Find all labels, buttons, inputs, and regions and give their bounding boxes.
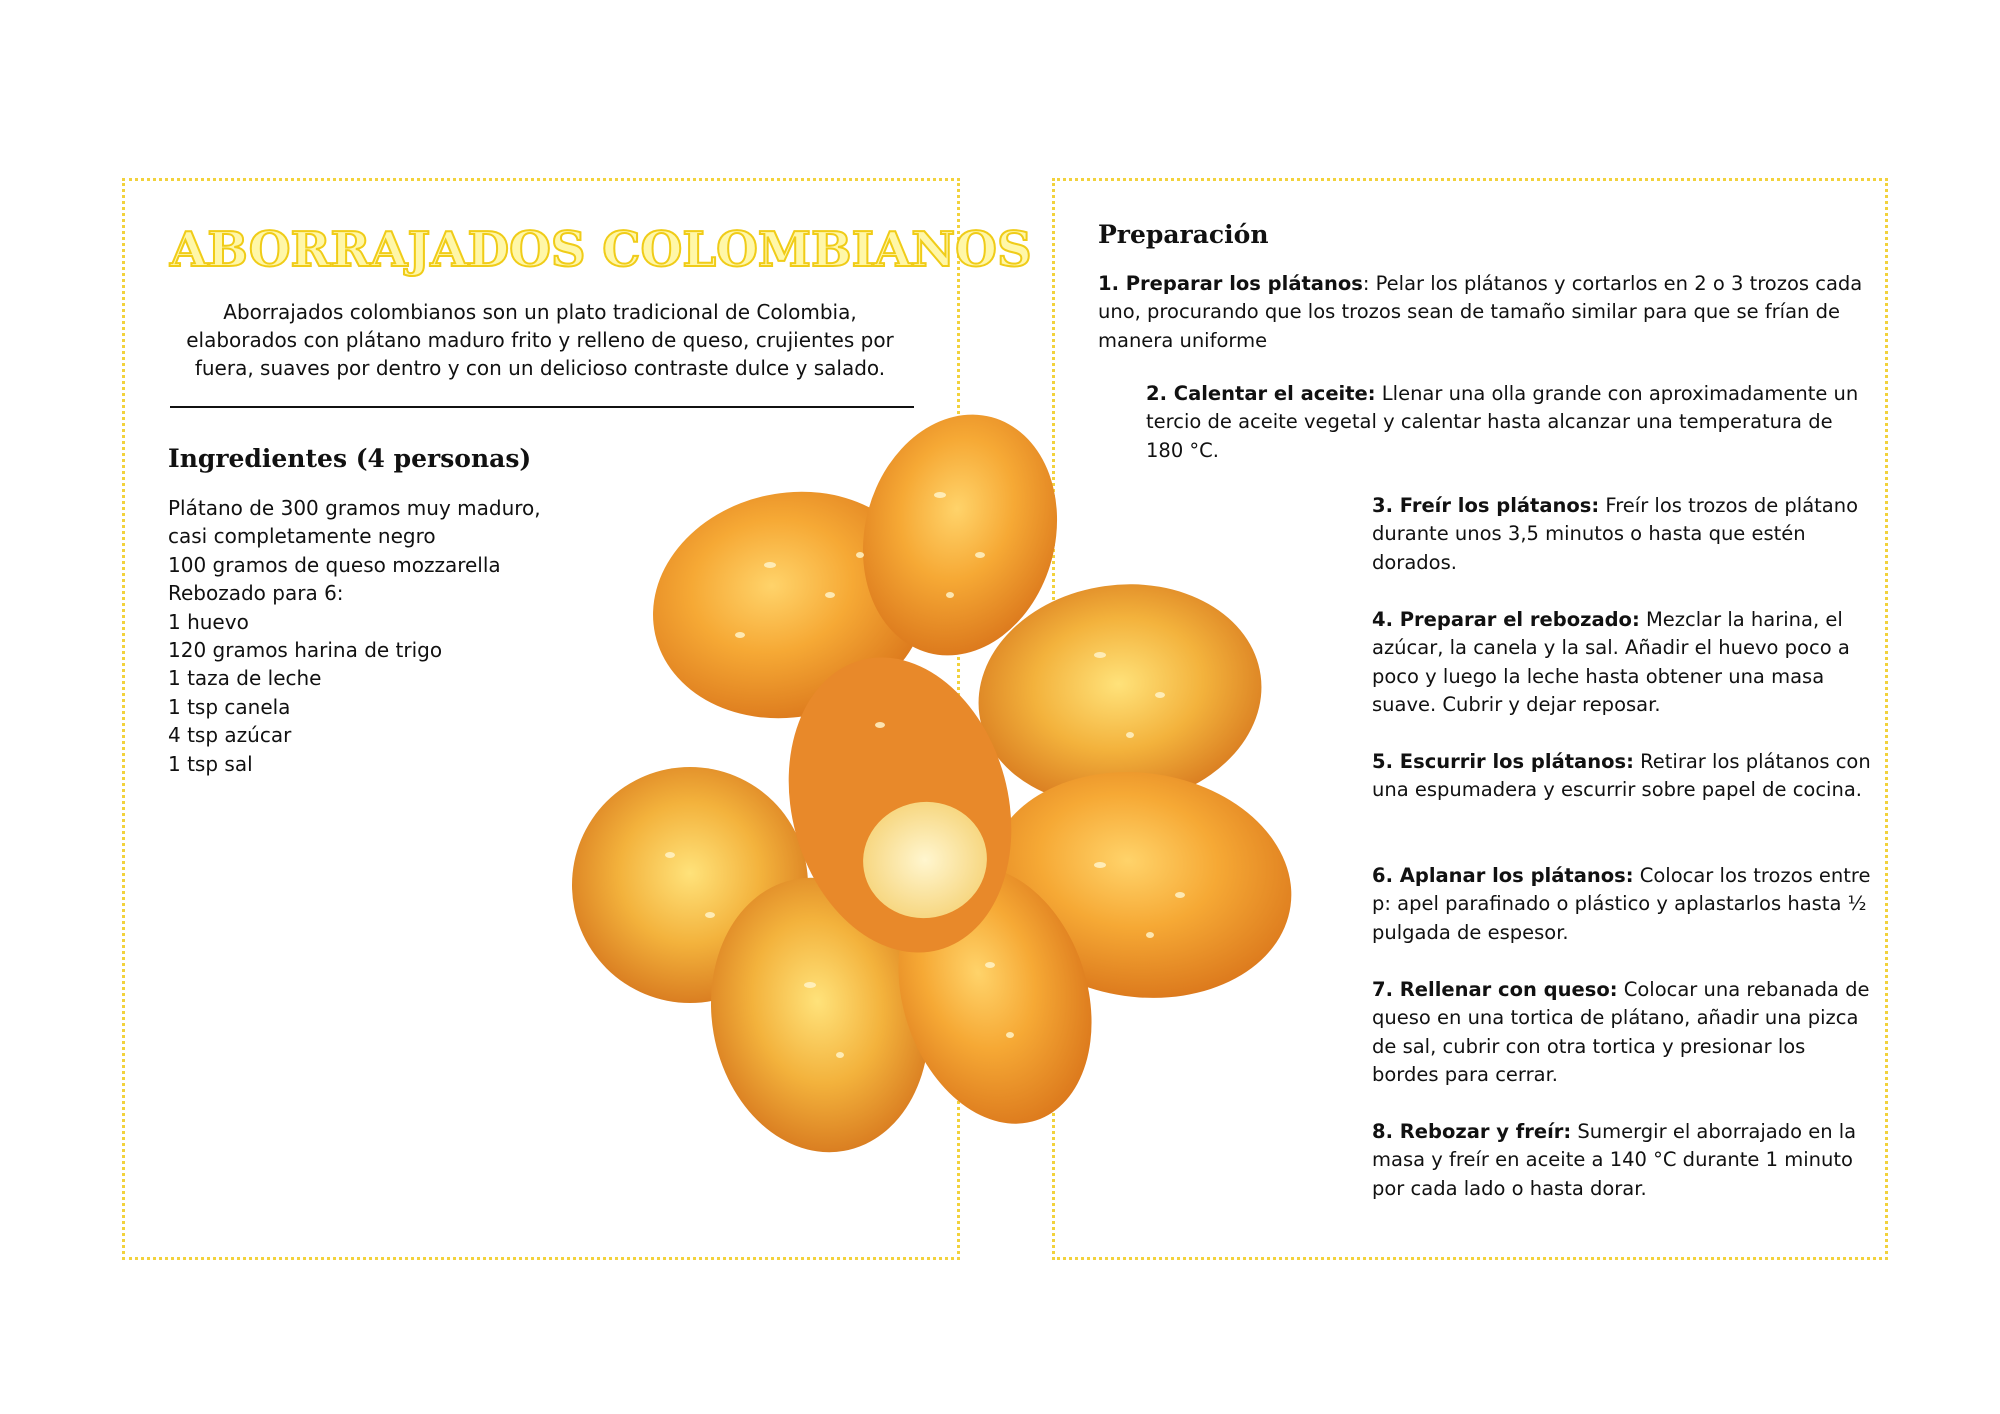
- step-text: Mezclar la harina, el azúcar, la canela y la sal. Añadir el huevo poco a poco y luego la leche hasta obtener una masa suave. Cubrir y dejar reposar.: [1372, 608, 1850, 717]
- step-label: 4. Preparar el rebozado:: [1372, 608, 1640, 631]
- ingredient-item: Plátano de 300 gramos muy maduro,: [168, 496, 541, 520]
- prep-step-3: [1372, 492, 1872, 577]
- preparation-heading: Preparación: [1098, 220, 1269, 249]
- step-text: Freír los trozos de plátano durante unos 3,5 minutos o hasta que estén dorados.: [1372, 494, 1859, 574]
- step-text: Colocar una rebanada de queso en una tortica de plátano, añadir una pizca de sal, cubrir con otra tortica y presionar los bordes para cerrar.: [1372, 978, 1870, 1087]
- ingredient-item: 1 taza de leche: [168, 666, 322, 691]
- prep-step-6: [1372, 862, 1872, 947]
- step-label: 7. Rellenar con queso:: [1372, 978, 1618, 1001]
- fritter-group: [572, 395, 1306, 1170]
- ingredient-item: casi completamente negro: [168, 524, 436, 549]
- step-label: 2. Calentar el aceite:: [1146, 382, 1376, 405]
- step-text: Colocar los trozos entre p: apel parafinado o plástico y aplastarlos hasta ½ pulgada de espesor.: [1372, 864, 1871, 944]
- prep-step-7: [1372, 976, 1872, 1090]
- ingredients-list: [168, 494, 568, 778]
- prep-step-1: [1098, 270, 1868, 355]
- ingredient-item: 100 gramos de queso mozzarella: [168, 552, 501, 577]
- fried-plantain-fritters-image: [540, 395, 1340, 1195]
- ingredients-heading: Ingredientes (4 personas): [168, 444, 532, 473]
- prep-step-2: [1146, 380, 1868, 465]
- prep-step-4: [1372, 606, 1872, 720]
- step-text: Llenar una olla grande con aproximadamente un tercio de aceite vegetal y calentar hasta alcanzar una temperatura de 180 °C.: [1146, 382, 1859, 462]
- step-label: 6. Aplanar los plátanos:: [1372, 864, 1634, 887]
- ingredient-item: 4 tsp azúcar: [168, 723, 292, 748]
- ingredient-item: 1 huevo: [168, 609, 249, 634]
- prep-step-8: [1372, 1118, 1872, 1203]
- recipe-intro: Aborrajados colombianos son un plato tradicional de Colombia, elaborados con plátano maduro frito y relleno de queso, crujientes por fuera, suaves por dentro y con un delicioso contraste dulce y salado.: [186, 300, 894, 380]
- ingredient-item: Rebozado para 6:: [168, 581, 344, 606]
- step-text: : Pelar los plátanos y cortarlos en 2 o 3 trozos cada uno, procurando que los trozos sean de tamaño similar para que se frían de manera uniforme: [1098, 272, 1863, 352]
- ingredient-item: 1 tsp canela: [168, 694, 291, 719]
- prep-step-5: [1372, 748, 1872, 805]
- step-text: Sumergir el aborrajado en la masa y freír en aceite a 140 °C durante 1 minuto por cada lado o hasta dorar.: [1372, 1120, 1857, 1200]
- recipe-title: ABORRAJADOS COLOMBIANOS: [170, 222, 1032, 278]
- step-text: Retirar los plátanos con una espumadera y escurrir sobre papel de cocina.: [1372, 750, 1871, 802]
- step-label: 1. Preparar los plátanos: [1098, 272, 1363, 295]
- step-label: 8. Rebozar y freír:: [1372, 1120, 1572, 1143]
- ingredient-item: 1 tsp sal: [168, 751, 253, 776]
- step-label: 5. Escurrir los plátanos:: [1372, 750, 1634, 773]
- ingredient-item: 120 gramos harina de trigo: [168, 638, 443, 663]
- step-label: 3. Freír los plátanos:: [1372, 494, 1600, 517]
